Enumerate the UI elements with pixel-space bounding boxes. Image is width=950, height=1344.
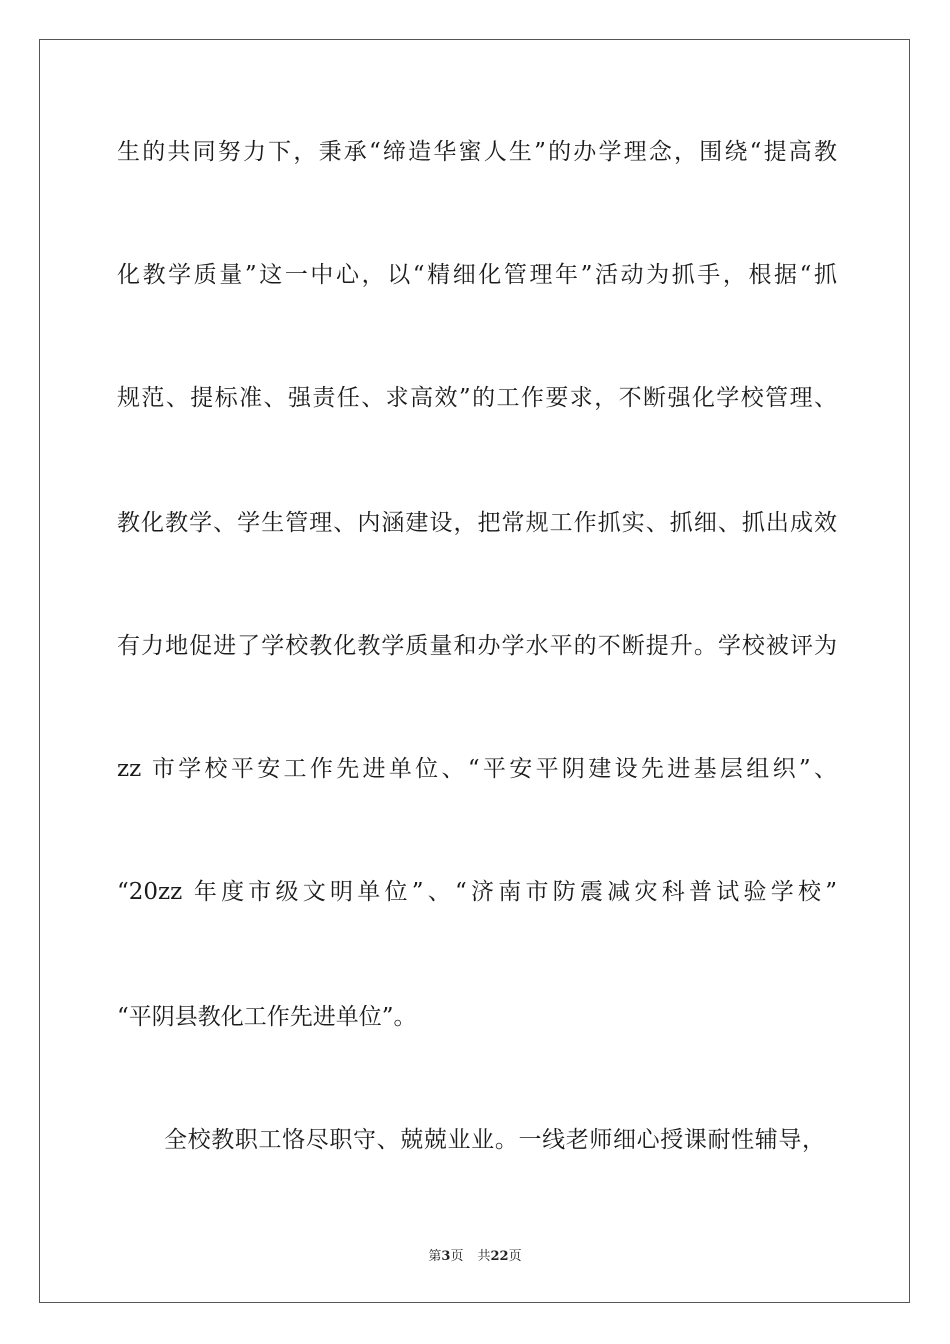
body-text-line-1: 生的共同努力下，秉承“缔造华蜜人生”的办学理念，围绕“提高教 bbox=[117, 139, 837, 165]
page-footer bbox=[0, 1248, 950, 1266]
body-text-line-7: “20zz 年度市级文明单位”、“济南市防震减灾科普试验学校” bbox=[117, 879, 837, 905]
body-text-line-8: “平阴县教化工作先进单位”。 bbox=[117, 1004, 417, 1030]
body-text-line-4: 教化教学、学生管理、内涵建设，把常规工作抓实、抓细、抓出成效 bbox=[117, 510, 837, 536]
page-border bbox=[39, 39, 910, 1303]
body-text-line-3: 规范、提标准、强责任、求高效”的工作要求，不断强化学校管理、 bbox=[117, 385, 837, 411]
page-prefix: 第 bbox=[428, 1249, 442, 1264]
page-suffix: 页 bbox=[450, 1249, 464, 1264]
body-text-line-5: 有力地促进了学校教化教学质量和办学水平的不断提升。学校被评为 bbox=[117, 633, 837, 659]
body-text-line-6: zz 市学校平安工作先进单位、“平安平阴建设先进基层组织”、 bbox=[117, 756, 837, 782]
paragraph-start-line: 全校教职工恪尽职守、兢兢业业。一线老师细心授课耐性辅导， bbox=[164, 1127, 825, 1153]
total-pages: 22 bbox=[490, 1249, 509, 1264]
page-number: 3 bbox=[441, 1249, 451, 1264]
body-text-line-2: 化教学质量”这一中心，以“精细化管理年”活动为抓手，根据“抓 bbox=[117, 262, 837, 288]
total-prefix: 共 bbox=[477, 1249, 491, 1264]
total-suffix: 页 bbox=[508, 1249, 522, 1264]
